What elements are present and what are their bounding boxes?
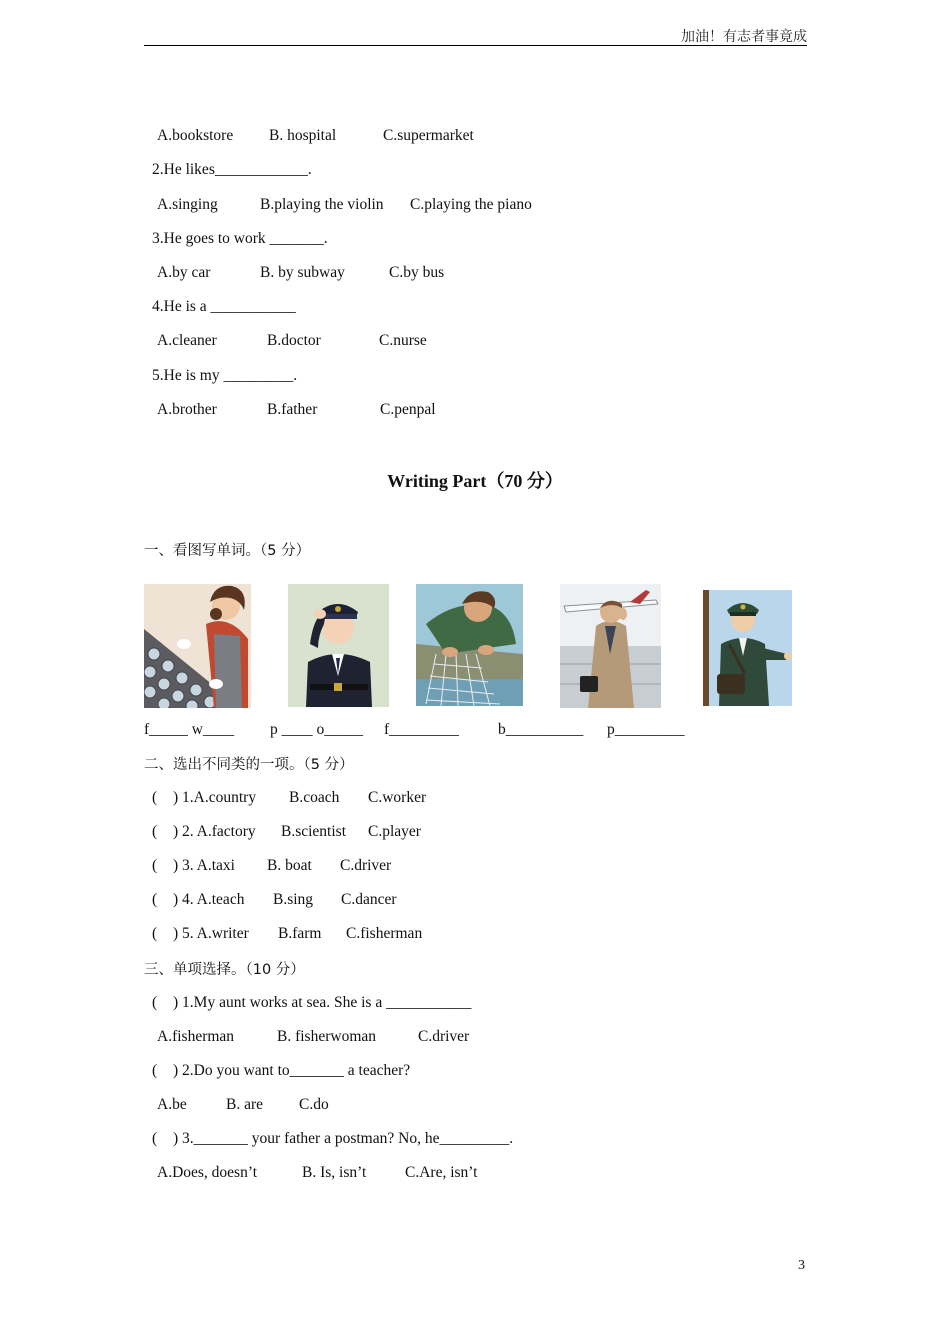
answer-paren[interactable]: (	[152, 1130, 158, 1147]
item-text: ) 1.A.country	[173, 789, 257, 806]
mc-question-2-options	[157, 1096, 329, 1114]
option-c: C.supermarket	[383, 127, 474, 144]
option-c: C.penpal	[380, 401, 436, 418]
q2-options	[157, 196, 532, 214]
item-option-c: C.dancer	[341, 891, 397, 908]
mc-question-3	[152, 1130, 514, 1148]
item-option-c: C.player	[368, 823, 421, 840]
q4-stem: 4.He is a ___________	[152, 298, 296, 315]
option-b: B.playing the violin	[260, 196, 384, 213]
q3-options	[157, 264, 445, 282]
mc-question-1-options	[157, 1028, 470, 1046]
option-b: B. hospital	[269, 127, 337, 144]
item-option-b: B.coach	[289, 789, 340, 806]
option-c: C.do	[299, 1096, 329, 1113]
page-number: 3	[798, 1258, 805, 1273]
writing-part-title: Writing Part（70 分）	[387, 471, 563, 491]
question-stem: ) 3._______ your father a postman? No, he_________.	[173, 1130, 514, 1147]
policewoman-icon	[288, 584, 389, 707]
item-option-c: C.driver	[340, 857, 392, 874]
option-c: C.by bus	[389, 264, 445, 281]
option-a: A.fisherman	[157, 1028, 235, 1045]
odd-one-out-item	[152, 925, 423, 943]
blank-1[interactable]: f_____ w____	[144, 721, 234, 738]
mc-question-1	[152, 994, 472, 1012]
factory-worker-icon	[144, 584, 251, 708]
answer-paren[interactable]: (	[152, 857, 158, 874]
item-text: ) 2. A.factory	[173, 823, 256, 840]
option-b: B. fisherwoman	[277, 1028, 377, 1045]
item-option-c: C.fisherman	[346, 925, 423, 942]
fisherman-icon	[416, 584, 523, 706]
option-c: C.driver	[418, 1028, 470, 1045]
blank-4[interactable]: b__________	[498, 721, 584, 738]
postman-icon	[703, 590, 792, 706]
blank-2[interactable]: p ____ o_____	[270, 721, 363, 738]
answer-paren[interactable]: (	[152, 925, 158, 942]
answer-paren[interactable]: (	[152, 823, 158, 840]
option-c: C.playing the piano	[410, 196, 532, 213]
question-stem: ) 1.My aunt works at sea. She is a ___________	[173, 994, 472, 1011]
item-text: ) 5. A.writer	[173, 925, 249, 942]
odd-one-out-item	[152, 789, 427, 807]
blank-3[interactable]: f_________	[384, 721, 459, 738]
item-option-b: B.farm	[278, 925, 322, 942]
option-a: A.singing	[157, 196, 218, 213]
answer-paren[interactable]: (	[152, 1062, 158, 1079]
item-text: ) 3. A.taxi	[173, 857, 235, 874]
section2-heading: 二、选出不同类的一项。（5 分）	[144, 757, 354, 773]
option-c: C.Are, isn’t	[405, 1164, 478, 1181]
q1-options	[157, 127, 474, 145]
mc-question-3-options	[157, 1164, 478, 1182]
option-a: A.by car	[157, 264, 211, 281]
option-a: A.be	[157, 1096, 187, 1113]
option-a: A.brother	[157, 401, 217, 418]
businessman-icon	[560, 584, 661, 708]
odd-one-out-item	[152, 823, 421, 841]
answer-paren[interactable]: (	[152, 994, 158, 1011]
blank-5[interactable]: p_________	[607, 721, 685, 738]
item-option-b: B.scientist	[281, 823, 347, 840]
option-b: B. Is, isn’t	[302, 1164, 367, 1181]
odd-one-out-item	[152, 857, 392, 875]
q5-options	[157, 401, 436, 419]
item-option-b: B.sing	[273, 891, 314, 908]
option-a: A.cleaner	[157, 332, 217, 349]
item-text: ) 4. A.teach	[173, 891, 245, 908]
option-c: C.nurse	[379, 332, 427, 349]
q3-stem: 3.He goes to work _______.	[152, 230, 328, 247]
option-a: A.bookstore	[157, 127, 234, 144]
question-stem: ) 2.Do you want to_______ a teacher?	[173, 1062, 411, 1079]
answer-paren[interactable]: (	[152, 891, 158, 908]
option-b: B. by subway	[260, 264, 345, 281]
option-b: B.father	[267, 401, 318, 418]
option-b: B.doctor	[267, 332, 321, 349]
item-option-c: C.worker	[368, 789, 427, 806]
q4-options	[157, 332, 427, 350]
item-option-b: B. boat	[267, 857, 312, 874]
header-rule	[144, 45, 807, 46]
section3-heading: 三、单项选择。（10 分）	[144, 962, 305, 978]
option-b: B. are	[226, 1096, 264, 1113]
q2-stem: 2.He likes____________.	[152, 161, 312, 178]
mc-question-2	[152, 1062, 411, 1080]
section1-heading: 一、看图写单词。（5 分）	[144, 543, 311, 559]
answer-paren[interactable]: (	[152, 789, 158, 806]
header-motto: 加油！有志者事竟成	[681, 29, 807, 45]
q5-stem: 5.He is my _________.	[152, 367, 298, 384]
option-a: A.Does, doesn’t	[157, 1164, 258, 1181]
odd-one-out-item	[152, 891, 397, 909]
